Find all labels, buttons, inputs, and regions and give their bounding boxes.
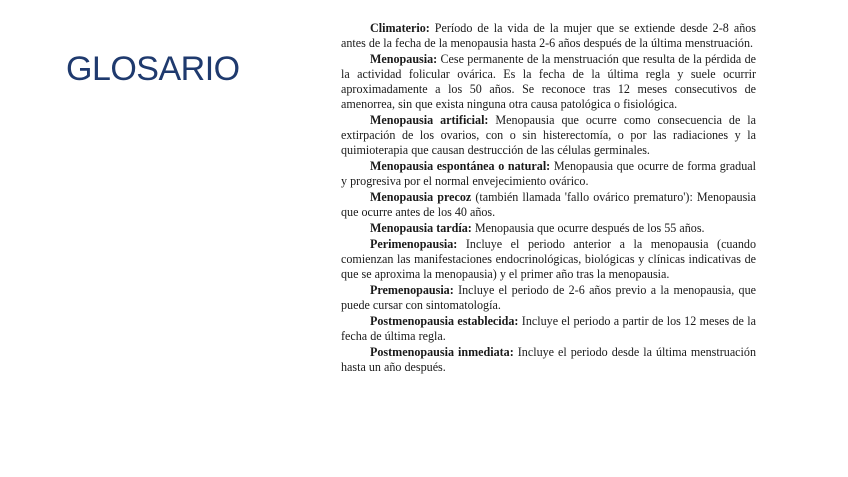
glossary-term: Premenopausia: <box>370 282 454 297</box>
glossary-entry-menopausia-artificial <box>341 113 756 158</box>
glossary-entry-menopausia-precoz <box>341 190 756 220</box>
glossary-definition: (también llamada 'fallo ovárico prematuro'): Menopausia que ocurre antes de los 40 años. <box>341 189 756 219</box>
glossary-definition: Incluye el periodo a partir de los 12 meses de la fecha de última regla. <box>341 313 756 343</box>
glossary-entry-climaterio <box>341 21 756 51</box>
glossary-term: Menopausia artificial: <box>370 112 489 127</box>
glossary-entry-menopausia <box>341 52 756 112</box>
glossary-definition: Incluye el periodo desde la última menstruación hasta un año después. <box>341 344 757 374</box>
glossary-entry-postmenopausia-establecida <box>341 314 756 344</box>
page-title: GLOSARIO <box>66 50 240 88</box>
glossary-term: Postmenopausia establecida: <box>370 313 519 328</box>
glossary-text <box>341 21 756 376</box>
glossary-term: Perimenopausia: <box>370 236 458 251</box>
glossary-entry-menopausia-tardia <box>341 221 756 236</box>
glossary-definition: Período de la vida de la mujer que se extiende desde 2-8 años antes de la fecha de la menopausia hasta 2-6 años después de la última menstruación. <box>341 21 756 50</box>
glossary-definition: Menopausia que ocurre después de los 55 años. <box>471 220 705 235</box>
glossary-term: Menopausia precoz <box>370 189 472 204</box>
glossary-term: Postmenopausia inmediata: <box>370 344 514 359</box>
glossary-term: Climaterio: <box>370 21 430 35</box>
glossary-definition: Menopausia que ocurre de forma gradual y progresiva por el normal envejecimiento ovárico. <box>341 158 756 188</box>
glossary-entry-menopausia-espontanea <box>341 159 756 189</box>
glossary-entry-perimenopausia <box>341 237 756 282</box>
glossary-definition: Incluye el periodo de 2-6 años previo a la menopausia, que puede cursar con sintomatología. <box>341 282 756 312</box>
glossary-term: Menopausia: <box>370 52 438 66</box>
glossary-term: Menopausia tardía: <box>370 220 472 235</box>
glossary-entry-postmenopausia-inmediata <box>341 345 756 375</box>
glossary-definition: Cese permanente de la menstruación que resulta de la pérdida de la actividad folicular ovárica. Es la fecha de la última regla y suele ocurrir aproximadamente a los 50 años. Se reconoce tras 12 meses consecutivos de amenorrea, sin que exista ninguna otra causa patológica o fisiológica. <box>341 52 756 111</box>
glossary-definition: Incluye el periodo anterior a la menopausia (cuando comienzan las manifestaciones endocrinológicas, biológicas y clínicas indicativas de que se aproxima la menopausia) y el primer año tras la menopausia. <box>341 236 756 281</box>
glossary-term: Menopausia espontánea o natural: <box>370 158 551 173</box>
glossary-entry-premenopausia <box>341 283 756 313</box>
glossary-definition: Menopausia que ocurre como consecuencia de la extirpación de los ovarios, con o sin histerectomía, o por las radiaciones y la quimioterapia que causan destrucción de las células germinales. <box>341 112 756 157</box>
